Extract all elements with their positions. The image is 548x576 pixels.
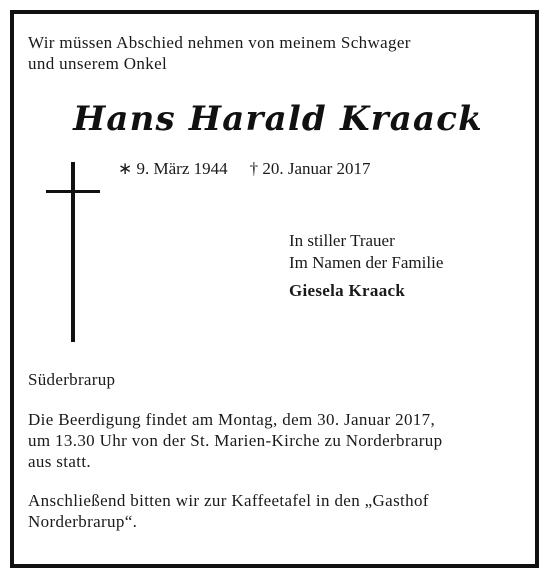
funeral-line: aus statt.	[28, 452, 91, 471]
intro-text	[28, 32, 508, 74]
reception-paragraph	[28, 490, 514, 532]
funeral-line: Die Beerdigung findet am Montag, dem 30. Januar 2017,	[28, 410, 436, 429]
funeral-paragraph	[28, 409, 514, 472]
reception-line: Anschließend bitten wir zur Kaffeetafel in den „Gasthof	[28, 491, 429, 510]
intro-line: und unserem Onkel	[28, 54, 168, 73]
life-dates	[118, 158, 371, 180]
deceased-name: Hans Harald Kraack	[73, 99, 483, 139]
mourning-block	[289, 230, 443, 302]
reception-line: Norderbrarup“.	[28, 512, 138, 531]
funeral-line: um 13.30 Uhr von der St. Marien-Kirche zu Norderbrarup	[28, 431, 443, 450]
intro-line: Wir müssen Abschied nehmen von meinem Schwager	[28, 33, 411, 52]
place-name: Süderbrarup	[28, 370, 116, 389]
birth-date: ∗ 9. März 1944	[118, 159, 228, 178]
mourning-line: In stiller Trauer	[289, 231, 395, 250]
death-date: † 20. Januar 2017	[249, 159, 371, 178]
signer-name: Giesela Kraack	[289, 281, 406, 300]
mourning-line: Im Namen der Familie	[289, 253, 444, 272]
cross-icon	[46, 162, 100, 342]
